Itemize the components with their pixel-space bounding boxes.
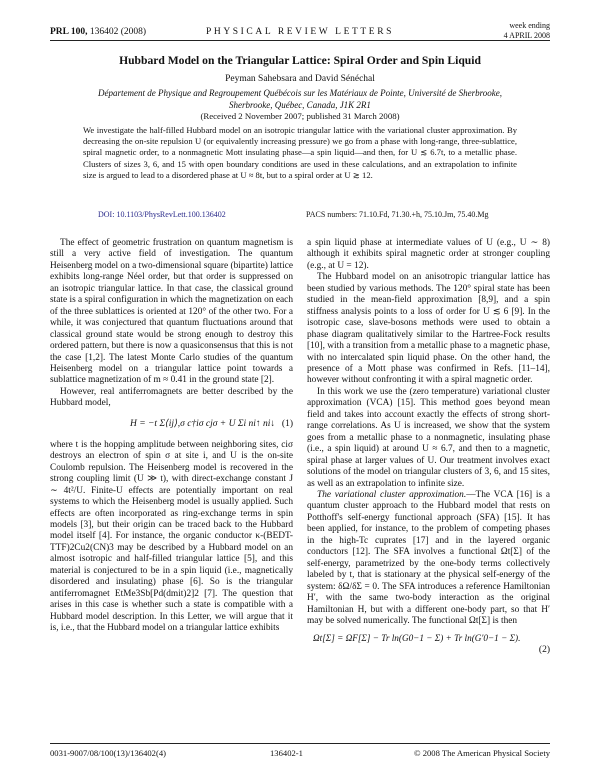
section-heading: The variational cluster approximation.: [317, 489, 467, 500]
left-column: [50, 238, 293, 635]
paragraph: In this work we use the (zero temperature) variational cluster approximation (VCA) [15]. This method goes beyond mean field and takes into account exactly the effects of strong short-range correlations. As U is increased, we show that the system goes from a metallic phase to a nonmagnetic, insulating phase (i.e., a spin liquid) at around U ≈ 6.7, and then to a magnetic, spiral phase at larger values of U. Our treatment involves exact solutions of the model on triangular clusters of 3, 6, and 15 sites, as well as an extrapolation to infinite size.: [307, 386, 550, 489]
received-date: (Received 2 November 2007; published 31 March 2008): [200, 111, 400, 121]
equation-1-number: (1): [281, 418, 293, 429]
week-label: week ending: [509, 21, 550, 30]
issue-date: [504, 21, 550, 40]
affiliation-line: Département de Physique and Regroupement Québécois sur les Matériaux de Pointe, Université de Sherbrooke,: [98, 88, 502, 98]
authors: Peyman Sahebsara and David Sénéchal: [225, 74, 375, 84]
paragraph: [307, 490, 550, 627]
affiliation-line: Sherbrooke, Québec, Canada, J1K 2R1: [229, 99, 371, 110]
journal-reference: PRL 100, 136402 (2008): [50, 27, 147, 37]
paragraph: a spin liquid phase at intermediate values of U (e.g., U ∼ 8) although it exhibits spiral magnetic order at stronger coupling (e.g., at U = 12).: [307, 238, 550, 271]
header-divider: [50, 40, 550, 41]
right-column: [307, 238, 550, 657]
page-number: 136402-1: [270, 748, 303, 758]
article-title: Hubbard Model on the Triangular Lattice: Spiral Order and Spin Liquid: [119, 54, 481, 67]
equation-1: [50, 410, 293, 440]
footer-divider: [50, 743, 550, 744]
copyright: © 2008 The American Physical Society: [414, 748, 550, 758]
equation-2-number: (2): [538, 645, 550, 656]
affiliation: [80, 88, 520, 111]
paragraph-text: —The VCA [16] is a quantum cluster approach to the Hubbard model that rests on Potthoff's self-energy functional approach (SFA) [15]. It has been applied, for instance, to the problem of competing phases in the high-Tc cuprates [17] and in the layered organic conductors [12]. The SFA involves a functional Ωt[Σ] of the self-energy, parametrized by the one-body terms collectively labeled by t, that is stationary at the physical self-energy of the system: δΩ/δΣ = 0. The SFA introduces a reference Hamiltonian H′, with the same two-body interaction as the original Hamiltonian H, but with a different one-body part, so that H′ may be solved numerically. The functional Ωt[Σ] is then: [307, 489, 550, 626]
footer-code: 0031-9007/08/100(13)/136402(4): [50, 748, 167, 758]
equation-2: [307, 627, 550, 657]
abstract: We investigate the half-filled Hubbard model on an isotropic triangular lattice with the variational cluster approximation. By decreasing the on-site repulsion U (or equivalently increasing pressure) we go from a phase with long-range, three-sublattice, spiral magnetic order, to a nonmagnetic Mott insulating phase—a spin liquid—and then, for U ≲ 6.7t, to a metallic phase. Clusters of sizes 3, 6, and 15 with open boundary conditions are used in these calculations, and an extrapolation to infinite size is argued to lead to a disordered phase at U ≈ 8t, but to a spiral order at U ≳ 12.: [83, 125, 517, 180]
equation-1-body: H = −t Σ⟨ij⟩,σ c†iσ cjσ + U Σi ni↑ ni↓: [130, 418, 276, 429]
paragraph: The Hubbard model on an anisotropic triangular lattice has been studied by various methods. The 120° spiral state has been studied in the mean-field approximation [8,9], and a spin stiffness analysis points to a loss of order for U ≲ 6 [9]. In the isotropic case, slave-bosons methods were used to obtain a phase diagram qualitatively similar to the Hartree-Fock results [10], with a transition from a metallic phase to a magnetic phase, with no intercalated spin liquid phase. On the other hand, the presence of a Mott phase was confirmed in Refs. [11–14], however without confronting it with a spiral magnetic order.: [307, 272, 550, 386]
equation-2-body: Ωt[Σ] = ΩF[Σ] − Tr ln(G0−1 − Σ) + Tr ln(G′0−1 − Σ).: [313, 633, 521, 644]
paragraph: However, real antiferromagnets are better described by the Hubbard model,: [50, 386, 293, 409]
paragraph: The effect of geometric frustration on quantum magnetism is still a very active field of investigation. The quantum Heisenberg model on a two-dimensional square (bipartite) lattice exhibits long-range Néel order, but that order is suppressed on an isotropic triangular lattice. In that case, the classical ground state is a spiral configuration in which the magnetization on each of the three sublattices is oriented at 120° of the other two. For a while, it was conjectured that quantum fluctuations around that classical ground state would be strong enough to destroy this ordered pattern, but there is now a quasiconsensus that this is not the case [1,2]. The latest Monte Carlo studies of the quantum Heisenberg model on a triangular lattice point towards a sublattice magnetization of m ≈ 0.41 in the ground state [2].: [50, 238, 293, 386]
journal-name: PHYSICAL REVIEW LETTERS: [205, 27, 395, 37]
doi-link[interactable]: DOI: 10.1103/PhysRevLett.100.136402: [98, 210, 226, 219]
paragraph: where t is the hopping amplitude between neighboring sites, ciσ destroys an electron of spin σ at site i, and U is the on-site Coulomb repulsion. The Heisenberg model is recovered in the strong coupling limit (U ≫ t), with direct-exchange constant J ∼ 4t²/U. Finite-U effects are potentially important on real systems to which the Heisenberg model is usually applied. Such effects are often incorporated as ring-exchange terms in spin models [3], but their origin can be traced back to the Hubbard model itself [4]. For instance, the organic conductor κ-(BEDT-TTF)2Cu2(CN)3 may be described by a Hubbard model on an almost isotropic and half-filled triangular lattice [5], and this material is conjectured to be in a spin liquid (i.e., magnetically disordered and insulating) phase [6]. So is the triangular antiferromagnet EtMe3Sb[Pd(dmit)2]2 [7]. The question that arises in this case is whether such a state is compatible with a Hubbard model description. In this Letter, we will argue that it is, i.e., that the Hubbard model on a triangular lattice exhibits: [50, 439, 293, 634]
pacs-numbers: PACS numbers: 71.10.Fd, 71.30.+h, 75.10.Jm, 75.40.Mg: [306, 210, 489, 219]
week-date: 4 APRIL 2008: [503, 30, 550, 40]
